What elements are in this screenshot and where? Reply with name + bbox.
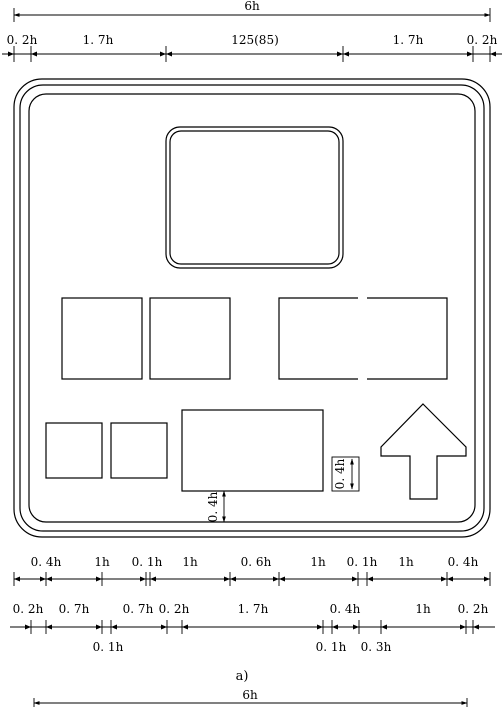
b1-seg-1: 1h xyxy=(94,555,110,569)
b1-seg-0: 0. 4h xyxy=(30,555,62,569)
b2-upper-7: 0. 2h xyxy=(457,602,489,616)
b1-seg-2: 0. 1h xyxy=(131,555,163,569)
top-total-dimension xyxy=(14,0,490,22)
b1-seg-5: 1h xyxy=(310,555,326,569)
b2-upper-1: 0. 7h xyxy=(58,602,90,616)
b2-lower-1: 0. 1h xyxy=(315,640,347,654)
inner-vertical-dimension-left xyxy=(206,491,224,522)
b2-upper-6: 1h xyxy=(415,602,431,616)
top-total-label: 6h xyxy=(244,0,260,13)
b1-seg-6: 0. 1h xyxy=(346,555,378,569)
b1-seg-4: 0. 6h xyxy=(240,555,272,569)
inner-vertical-dimension-right xyxy=(333,458,352,489)
top-seg-3: 1. 7h xyxy=(392,33,424,47)
b2-upper-2: 0. 7h xyxy=(122,602,154,616)
b1-seg-3: 1h xyxy=(182,555,198,569)
bottom-total-label: 6h xyxy=(242,688,258,702)
inner-vertical-left-label: 0. 4h xyxy=(206,491,220,523)
middle-squares xyxy=(62,298,447,379)
top-panel xyxy=(166,127,343,268)
bottom-row1-dimensions xyxy=(14,555,490,586)
top-seg-2: 125(85) xyxy=(231,33,279,47)
top-segment-dimensions xyxy=(2,33,502,62)
bottom-row2-dimensions xyxy=(10,602,495,654)
figure-caption: a) xyxy=(235,669,249,684)
b1-seg-8: 0. 4h xyxy=(447,555,479,569)
arrow-up-icon xyxy=(381,404,466,499)
sign-border xyxy=(14,79,490,537)
bottom-shapes xyxy=(46,404,466,499)
b1-seg-7: 1h xyxy=(398,555,414,569)
inner-vertical-right-label: 0. 4h xyxy=(333,458,347,490)
top-seg-1: 1. 7h xyxy=(82,33,114,47)
b2-upper-5: 0. 4h xyxy=(329,602,361,616)
top-seg-0: 0. 2h xyxy=(6,33,38,47)
b2-upper-4: 1. 7h xyxy=(237,602,269,616)
b2-upper-3: 0. 2h xyxy=(158,602,190,616)
bottom-total-dimension xyxy=(34,688,467,707)
b2-lower-0: 0. 1h xyxy=(92,640,124,654)
b2-upper-0: 0. 2h xyxy=(12,602,44,616)
b2-lower-2: 0. 3h xyxy=(360,640,392,654)
top-seg-4: 0. 2h xyxy=(466,33,498,47)
